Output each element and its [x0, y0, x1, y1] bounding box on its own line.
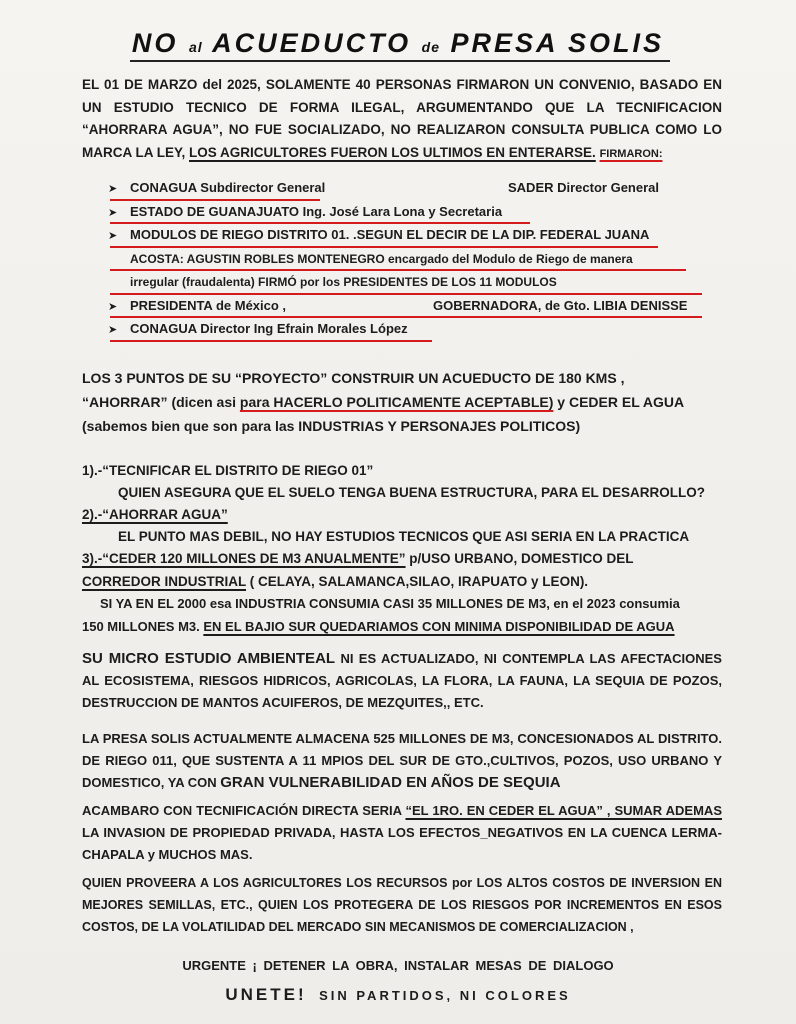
- point-3: [82, 548, 722, 638]
- signer-right: GOBERNADORA, de Gto. LIBIA DENISSE: [433, 297, 688, 313]
- red-underline: [110, 222, 530, 224]
- red-underline: [110, 340, 432, 342]
- point-2: [82, 504, 722, 548]
- presa-big: GRAN VULNERABILIDAD EN AÑOS DE SEQUIA: [220, 774, 561, 791]
- signer-left: MODULOS DE RIEGO DISTRITO 01. .SEGUN EL DECIR DE LA DIP. FEDERAL JUANA: [130, 227, 650, 242]
- point-3-corredor-rest: ( CELAYA, SALAMANCA,SILAO, IRAPUATO y LEON).: [249, 573, 589, 589]
- arrow-bullet-icon: ➤: [108, 183, 118, 195]
- point-1-body: QUIEN ASEGURA QUE EL SUELO TENGA BUENA ESTRUCTURA, PARA EL DESARROLLO?: [118, 485, 706, 500]
- title-underline: [130, 60, 670, 62]
- title-word-presa-solis: PRESA SOLIS: [450, 28, 665, 58]
- acambaro-a: ACAMBARO CON TECNIFICACIÓN DIRECTA SERIA: [82, 803, 402, 818]
- footer-sin-partidos: SIN PARTIDOS, NI COLORES: [319, 988, 571, 1003]
- arrow-bullet-icon: ➤: [108, 324, 118, 336]
- quien-paragraph: [82, 872, 722, 938]
- red-underline: [110, 293, 702, 295]
- puntos-line-2b: para HACERLO POLITICAMENTE ACEPTABLE): [239, 394, 554, 410]
- red-underline: [110, 199, 320, 201]
- point-3-heading: 3).-“CEDER 120 MILLONES DE M3 ANUALMENTE”: [82, 551, 406, 566]
- point-3-line-4a: 150 MILLONES M3.: [82, 618, 200, 634]
- point-3-corredor: CORREDOR INDUSTRIAL: [82, 573, 247, 589]
- micro-text: NI ES ACTUALIZADO, NI CONTEMPLA LAS AFECTACIONES AL ECOSISTEMA, RIESGOS HIDRICOS, AGRICOLAS, LA FLORA, LA FAUNA, LA SEQUIA DE POZOS, DESTRUCCION DE MANTOS ACUIFEROS, DE MEZQUITES,, ETC.: [82, 651, 722, 710]
- micro-paragraph: [82, 648, 722, 714]
- signers-list: [108, 178, 708, 343]
- acambaro-c: LA INVASION DE PROPIEDAD PRIVADA, HASTA LOS EFECTOS_NEGATIVOS EN LA CUENCA LERMA-CHAPALA y MUCHOS MAS.: [82, 825, 722, 862]
- signer-left: ACOSTA: AGUSTIN ROBLES MONTENEGRO encargado del Modulo de Riego de manera: [130, 251, 633, 266]
- signer-left: ESTADO DE GUANAJUATO Ing. José Lara Lona y Secretaria: [130, 203, 503, 219]
- quien-text: QUIEN PROVEERA A LOS AGRICULTORES LOS RECURSOS por LOS ALTOS COSTOS DE INVERSION EN MEJORES SEMILLAS, ETC., QUIEN LOS PROTEGERA DE LOS RIESGOS POR INCREMENTOS EN ESOS COSTOS, DE LA VOLATILIDAD DEL MERCADO SIN MECANISMOS DE COMERCIALIZACION ,: [82, 876, 722, 934]
- intro-paragraph: [82, 74, 722, 165]
- acambaro-b: “EL 1RO. EN CEDER EL AGUA” , SUMAR ADEMAS: [405, 803, 722, 818]
- list-item: [108, 272, 708, 296]
- puntos-line-2a: “AHORRAR” (dicen asi: [82, 394, 237, 410]
- puntos-section: [82, 366, 722, 438]
- signer-left: irregular (fraudalenta) FIRMÓ por los PRESIDENTES DE LOS 11 MODULOS: [130, 275, 557, 289]
- title-word-no: NO: [131, 28, 179, 58]
- list-item: [108, 319, 708, 343]
- puntos-line-1: LOS 3 PUNTOS DE SU “PROYECTO” CONSTRUIR UN ACUEDUCTO DE 180 KMS ,: [82, 370, 625, 386]
- title-word-de: de: [421, 39, 440, 55]
- list-item: [108, 178, 708, 202]
- red-underline: [110, 316, 702, 318]
- signer-left: PRESIDENTA de México ,: [130, 297, 287, 313]
- page-title: [0, 28, 796, 59]
- presa-paragraph: [82, 728, 722, 794]
- red-underline: [110, 246, 658, 248]
- point-2-heading: 2).-“AHORRAR AGUA”: [82, 507, 228, 522]
- intro-firmaron: FIRMARON:: [599, 147, 663, 160]
- point-1: [82, 460, 722, 504]
- red-underline: [110, 269, 686, 271]
- point-2-body: EL PUNTO MAS DEBIL, NO HAY ESTUDIOS TECNICOS QUE ASI SERIA EN LA PRACTICA: [118, 529, 690, 544]
- presa-text: LA PRESA SOLIS ACTUALMENTE ALMACENA 525 MILLONES DE M3, CONCESIONADOS AL DISTRITO. DE RIEGO 011, QUE SUSTENTA A 11 MPIOS DEL SUR DE GTO.,CULTIVOS, POZOS, USO URBANO Y DOMESTICO, YA CON: [82, 731, 722, 790]
- list-item: [108, 296, 708, 320]
- point-3-rest: p/USO URBANO, DOMESTICO DEL: [405, 551, 634, 566]
- title-word-al: al: [188, 39, 203, 55]
- point-3-line-3: SI YA EN EL 2000 esa INDUSTRIA CONSUMIA CASI 35 MILLONES DE M3, en el 2023 consumia: [100, 596, 680, 611]
- point-3-line-4b: EN EL BAJIO SUR QUEDARIAMOS CON MINIMA DISPONIBILIDAD DE AGUA: [203, 618, 675, 634]
- title-word-acueducto: ACUEDUCTO: [212, 28, 412, 58]
- footer-unete-word: UNETE!: [225, 985, 307, 1004]
- footer-urgente: URGENTE ¡ DETENER LA OBRA, INSTALAR MESAS DE DIALOGO: [182, 958, 614, 973]
- intro-text: EL 01 DE MARZO del 2025, SOLAMENTE 40 PERSONAS FIRMARON UN CONVENIO, BASADO EN UN ESTUDIO TECNICO DE FORMA ILEGAL, ARGUMENTANDO QUE LA TECNIFICACION “AHORRARA AGUA”, NO FUE SOCIALIZADO, NO REALIZARON CONSULTA PUBLICA COMO LO MARCA LA LEY,: [82, 77, 722, 160]
- point-1-heading: 1).-“TECNIFICAR EL DISTRITO DE RIEGO 01”: [82, 463, 374, 478]
- signer-left: CONAGUA Director Ing Efrain Morales López: [130, 321, 408, 336]
- acambaro-paragraph: [82, 800, 722, 866]
- footer-unete: [0, 985, 796, 1005]
- micro-lead: SU MICRO ESTUDIO AMBIENTEAL: [82, 650, 336, 667]
- list-item: [108, 225, 708, 249]
- puntos-line-2c: y CEDER EL AGUA: [557, 394, 685, 410]
- arrow-bullet-icon: ➤: [108, 230, 118, 242]
- list-item: [108, 249, 708, 273]
- list-item: [108, 202, 708, 226]
- arrow-bullet-icon: ➤: [108, 206, 118, 219]
- intro-underlined: LOS AGRICULTORES FUERON LOS ULTIMOS EN ENTERARSE.: [189, 144, 596, 160]
- signer-left: CONAGUA Subdirector General: [130, 180, 326, 195]
- signer-right: SADER Director General: [508, 180, 659, 195]
- arrow-bullet-icon: ➤: [108, 300, 118, 313]
- puntos-line-3: (sabemos bien que son para las INDUSTRIAS Y PERSONAJES POLITICOS): [82, 418, 581, 434]
